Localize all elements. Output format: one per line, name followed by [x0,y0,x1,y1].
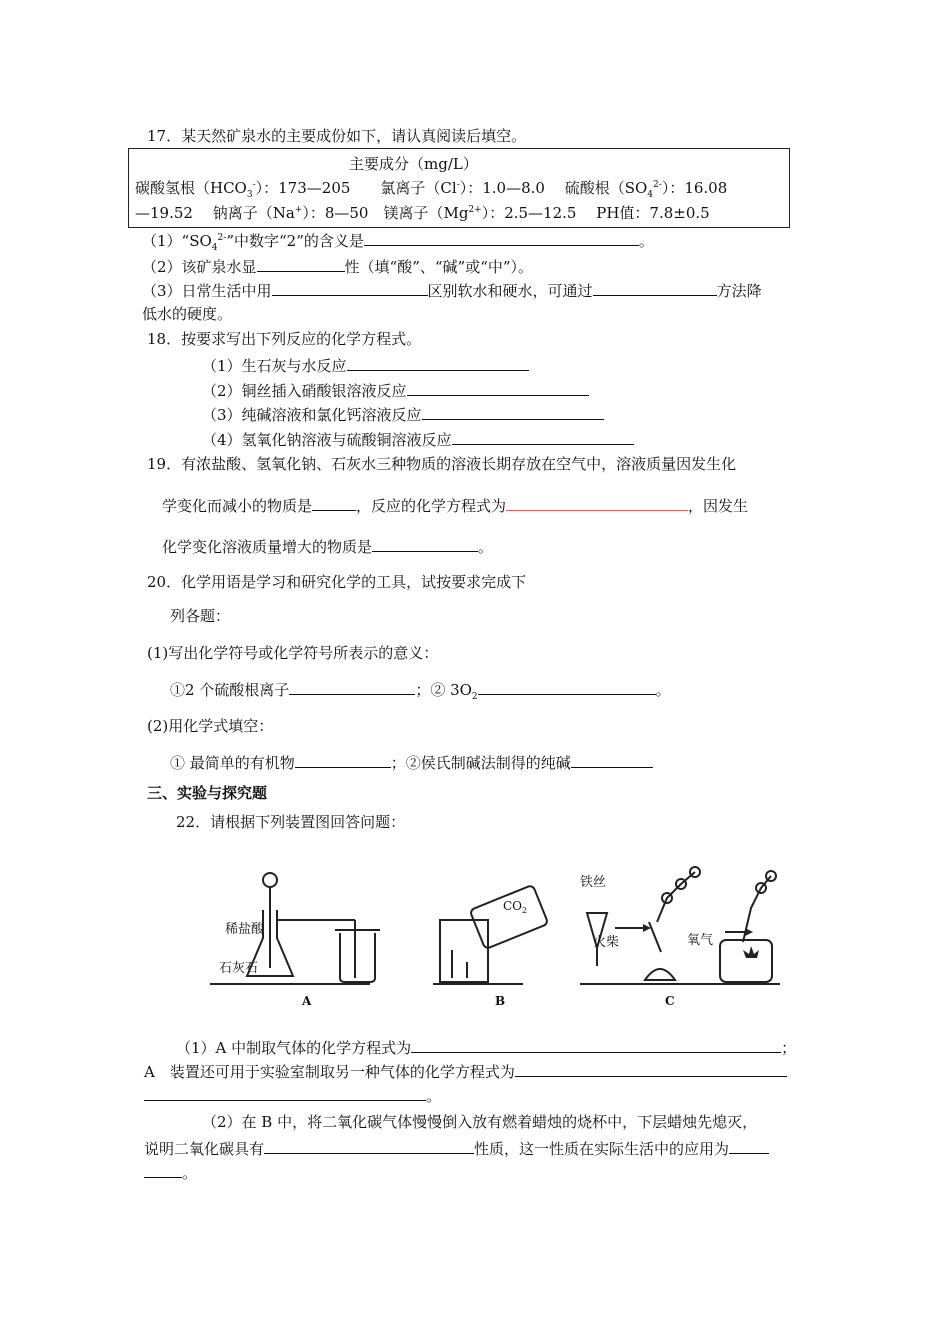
table-row-1: 碳酸氢根$(HCO_3^-)$：173—205 氯离子（Cl-）：1.0—8.0 硫酸根$(SO_4^{2-})$：16.08 [135,179,728,200]
apparatus-diagram [205,858,785,1008]
answer-blank[interactable] [478,678,656,695]
answer-blank[interactable] [289,678,415,695]
answer-blank[interactable] [264,1137,474,1154]
answer-blank[interactable] [312,494,356,511]
answer-blank[interactable] [571,751,653,768]
mineral-table [128,148,790,228]
q22-sub1: （1）A 中制取气体的化学方程式为 ； [176,1036,796,1059]
q22-sub2-line-3: 。 [144,1161,197,1184]
q20-line-1: 20．化学用语是学习和研究化学的工具，试按要求完成下 [147,573,527,591]
q22-sub1-line-3: 。 [144,1084,441,1107]
q19-line-1: 19．有浓盐酸、氢氧化钠、石灰水三种物质的溶液长期存放在空气中，溶液质量因发生化 [147,455,737,473]
answer-blank[interactable] [372,535,478,552]
table-row-2: —19.52 钠离子（Na+）：8—50 镁离子$(Mg^{2+})$：2.5—12.5 PH值：7.8±0.5 [135,204,710,222]
table-header: 主要成分（mg/L） [349,155,478,173]
q22-title: 22．请根据下列装置图回答问题： [176,813,406,831]
answer-blank[interactable] [144,1161,182,1178]
q18-item-3: （3）纯碱溶液和氯化钙溶液反应 [202,403,604,426]
label-oxygen: 氧气 [687,933,714,948]
q17-sub2: （2）该矿泉水显 性（填“酸”、“碱”或“中”）。 [142,255,533,278]
answer-blank[interactable] [506,494,688,511]
q18-item-2: （2）铜丝插入硝酸银溶液反应 [202,379,589,402]
q18-item-1: （1）生石灰与水反应 [202,354,529,377]
answer-blank[interactable] [422,403,604,420]
answer-blank[interactable] [411,1036,781,1053]
answer-blank[interactable] [729,1137,769,1154]
answer-blank[interactable] [452,428,634,445]
label-acid: 稀盐酸 [225,922,265,937]
answer-blank[interactable] [407,379,589,396]
answer-blank[interactable] [347,354,529,371]
q20-part-2-items: ① 最简单的有机物 ；②侯氏制碱法制得的纯碱 [170,751,653,774]
q18-item-4: （4）氢氧化钠溶液与硫酸铜溶液反应 [202,428,634,451]
q20-part-2: (2)用化学式填空： [147,717,274,735]
q22-sub2-line-2: 说明二氧化碳具有 性质，这一性质在实际生活中的应用为 [144,1137,769,1160]
label-match: 火柴 [593,935,620,950]
q19-line-2: 学变化而减小的物质是 ，反应的化学方程式为 ，因发生 [162,494,748,517]
label-limestone: 石灰石 [219,961,259,976]
q22-sub2: （2）在 B 中，将二氧化碳气体慢慢倒入放有燃着蜡烛的烧杯中，下层蜡烛先熄灭， [202,1113,758,1131]
answer-blank[interactable] [295,751,391,768]
q19-line-3: 化学变化溶液质量增大的物质是 。 [162,535,493,558]
q17-sub3-cont: 低水的硬度。 [142,305,233,323]
q17-sub3: （3）日常生活中用 区别软水和硬水，可通过 方法降 [142,279,762,302]
label-co2: $CO_2$ [503,899,528,915]
q20-part-1: (1)写出化学符号或化学符号所表示的意义： [147,644,439,662]
answer-blank[interactable] [257,255,345,272]
label-C: C [665,994,675,1008]
q17-sub1: $(1)“SO_4^{2-}$”中数字“2”的含义是 。 [142,229,654,252]
answer-blank[interactable] [144,1084,426,1101]
q20-line-2: 列各题： [170,607,231,625]
label-A: A [302,994,312,1008]
q18-title: 18．按要求写出下列反应的化学方程式。 [147,330,422,348]
answer-blank[interactable] [272,279,428,296]
section-3-heading: 三、实验与探究题 [147,784,268,802]
answer-blank[interactable] [593,279,717,296]
answer-blank[interactable] [515,1060,787,1077]
answer-blank[interactable] [364,229,639,246]
label-B: B [495,994,506,1008]
q17-title: 17．某天然矿泉水的主要成份如下，请认真阅读后填空。 [147,127,527,145]
q22-sub1-line-2: A 装置还可用于实验室制取另一种气体的化学方程式为 [144,1060,787,1083]
label-iron-wire: 铁丝 [580,875,607,890]
q20-part-1-items: ①2 个硫酸根离子 ；② $3O_2$ 。 [170,678,671,701]
